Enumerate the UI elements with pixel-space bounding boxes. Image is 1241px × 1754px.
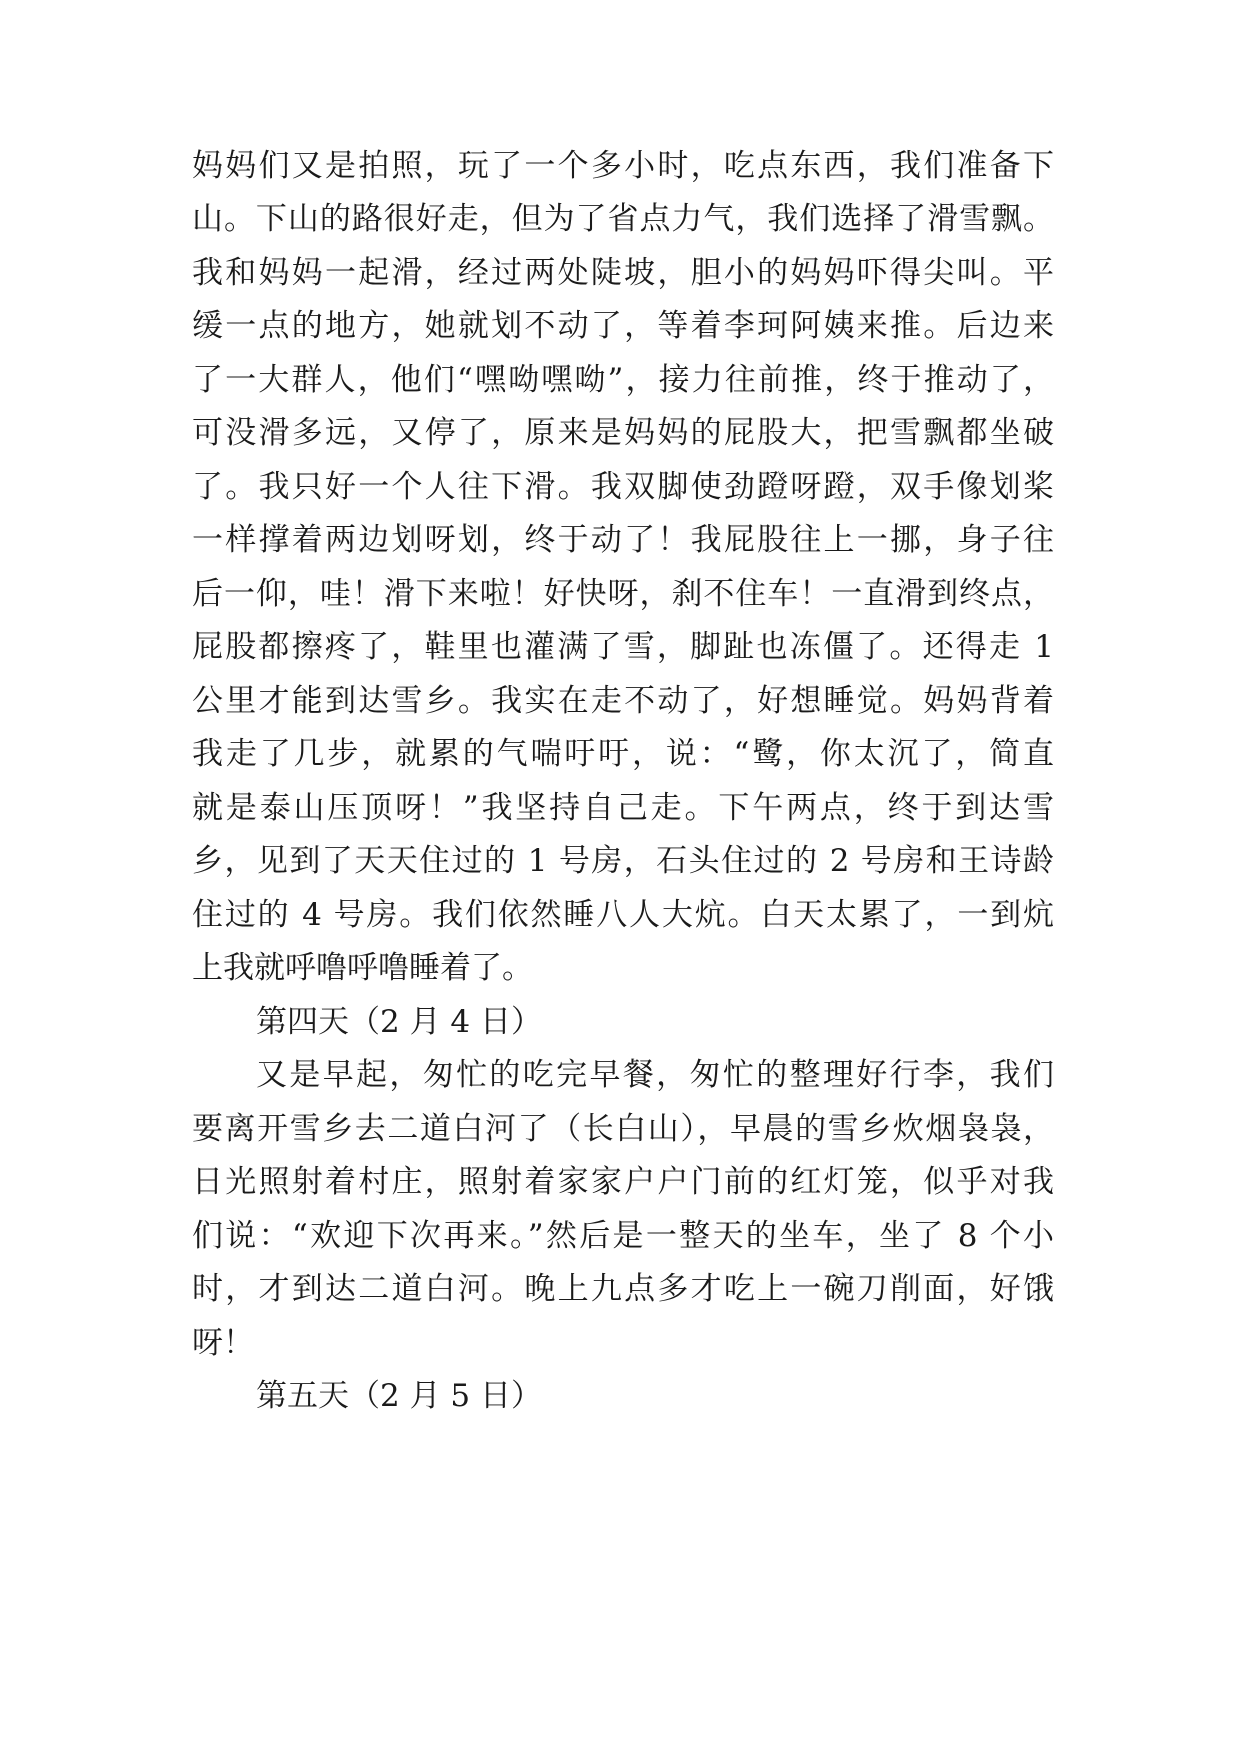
text-line: 我走了几步，就累的气喘吁吁，说：“鹭，你太沉了，简直 (192, 736, 1054, 772)
text-line: 公里才能到达雪乡。我实在走不动了，好想睡觉。妈妈背着 (192, 683, 1054, 719)
text-line: 要离开雪乡去二道白河了（长白山），早晨的雪乡炊烟袅袅， (192, 1111, 1054, 1147)
text-line: 一样撑着两边划呀划，终于动了！我屁股往上一挪，身子往 (192, 522, 1054, 558)
text-line: 了。我只好一个人往下滑。我双脚使劲蹬呀蹬，双手像划桨 (192, 469, 1054, 505)
text-line: 屁股都擦疼了，鞋里也灌满了雪，脚趾也冻僵了。还得走 1 (192, 629, 1054, 665)
text-line: 可没滑多远，又停了，原来是妈妈的屁股大，把雪飘都坐破 (192, 415, 1054, 451)
text-line: 后一仰，哇！滑下来啦！好快呀，刹不住车！一直滑到终点， (192, 576, 1054, 612)
text-line: 就是泰山压顶呀！”我坚持自己走。下午两点，终于到达雪 (192, 790, 1054, 826)
text-line: 我和妈妈一起滑，经过两处陡坡，胆小的妈妈吓得尖叫。平 (192, 255, 1054, 291)
text-line: 缓一点的地方，她就划不动了，等着李珂阿姨来推。后边来 (192, 308, 1054, 344)
text-line: 上我就呼噜呼噜睡着了。 (192, 950, 533, 986)
text-line: 了一大群人，他们“嘿呦嘿呦”，接力往前推，终于推动了， (192, 362, 1054, 398)
text-line: 呀！ (192, 1325, 254, 1361)
text-line: 们说：“欢迎下次再来。”然后是一整天的坐车，坐了 8 个小 (192, 1218, 1054, 1254)
section-heading-day5: 第五天（2 月 5 日） (256, 1378, 543, 1414)
text-line: 住过的 4 号房。我们依然睡八人大炕。白天太累了，一到炕 (192, 897, 1054, 933)
text-line: 山。下山的路很好走，但为了省点力气，我们选择了滑雪飘。 (192, 201, 1054, 237)
text-line: 又是早起，匆忙的吃完早餐，匆忙的整理好行李，我们 (256, 1057, 1054, 1093)
section-heading-day4: 第四天（2 月 4 日） (256, 1004, 543, 1040)
text-line: 乡，见到了天天住过的 1 号房，石头住过的 2 号房和王诗龄 (192, 843, 1054, 879)
text-line: 时，才到达二道白河。晚上九点多才吃上一碗刀削面，好饿 (192, 1271, 1054, 1307)
text-line: 妈妈们又是拍照，玩了一个多小时，吃点东西，我们准备下 (192, 148, 1054, 184)
text-line: 日光照射着村庄，照射着家家户户门前的红灯笼，似乎对我 (192, 1164, 1054, 1200)
